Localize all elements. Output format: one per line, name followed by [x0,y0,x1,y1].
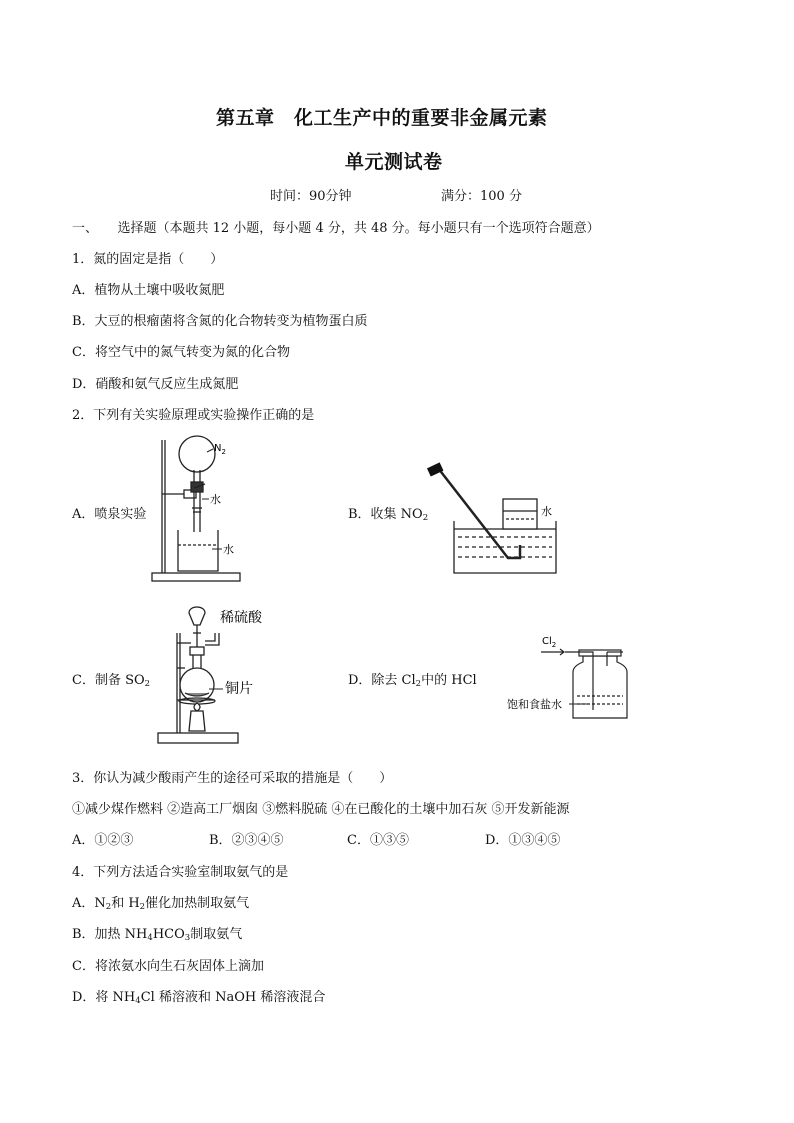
q3-option-a: A．①②③ [72,833,134,848]
q1-option-d: D．硝酸和氨气反应生成氮肥 [72,377,239,392]
section-heading: 一、 选择题（本题共 12 小题，每小题 4 分，共 48 分。每小题只有一个选项符合题意） [72,221,600,236]
figure-remove-hcl [505,630,645,730]
q4-stem: 4．下列方法适合实验室制取氨气的是 [72,865,289,880]
page-title: 第五章 化工生产中的重要非金属元素 [216,107,548,129]
q2-option-a: A．喷泉实验 [72,507,147,522]
q2-option-b: B．收集 $NO_2$ [348,507,429,523]
fig-a-water-bottom: 水 [223,543,234,556]
time-limit: 时间：90分钟 [270,189,352,204]
q1-option-c: C．将空气中的氮气转变为氮的化合物 [72,345,290,360]
q1-option-b: B．大豆的根瘤菌将含氮的化合物转变为植物蛋白质 [72,314,368,329]
q3-option-c: C．①③⑤ [347,833,409,848]
page-subtitle: 单元测试卷 [345,151,443,173]
fig-a-water-top: 水 [210,493,221,506]
q4-option-a: A．$N_2$和 $H_2$催化加热制取氨气 [72,896,250,912]
q3-measures: ①减少煤作燃料 ②造高工厂烟囱 ③燃料脱硫 ④在已酸化的土壤中加石灰 ⑤开发新能源 [72,802,570,817]
q3-stem: 3．你认为减少酸雨产生的途径可采取的措施是（ ） [72,771,393,786]
q3-option-b: B．②③④⑤ [209,833,284,848]
q1-stem: 1．氮的固定是指（ ） [72,252,224,267]
figure-collect-no2 [428,463,558,575]
figure-prepare-so2 [155,603,275,748]
fig-b-water-label: 水 [541,505,552,518]
fig-d-cl2-label: $Cl_2$ [542,636,557,649]
q2-option-d: D．除去 $Cl_2$中的 HCl [348,673,477,689]
fig-a-n2-label: $N_2$ [214,443,226,456]
q4-option-c: C．将浓氨水向生石灰固体上滴加 [72,959,264,974]
total-score: 满分：100 分 [441,189,522,204]
q2-option-c: C．制备 $SO_2$ [72,673,151,689]
fig-c-acid-label: 稀硫酸 [220,610,262,626]
fig-d-brine-label: 饱和食盐水 [507,698,562,711]
figure-fountain-experiment [150,432,250,587]
fig-c-copper-label: 铜片 [225,681,253,697]
q4-option-d: D．将 $NH_4Cl$ 稀溶液和 NaOH 稀溶液混合 [72,990,326,1006]
q3-option-d: D．①③④⑤ [485,833,561,848]
q4-option-b: B．加热 $NH_4HCO_3$制取氨气 [72,927,243,943]
q1-option-a: A．植物从土壤中吸收氮肥 [72,283,225,298]
q2-stem: 2．下列有关实验原理或实验操作正确的是 [72,408,315,423]
